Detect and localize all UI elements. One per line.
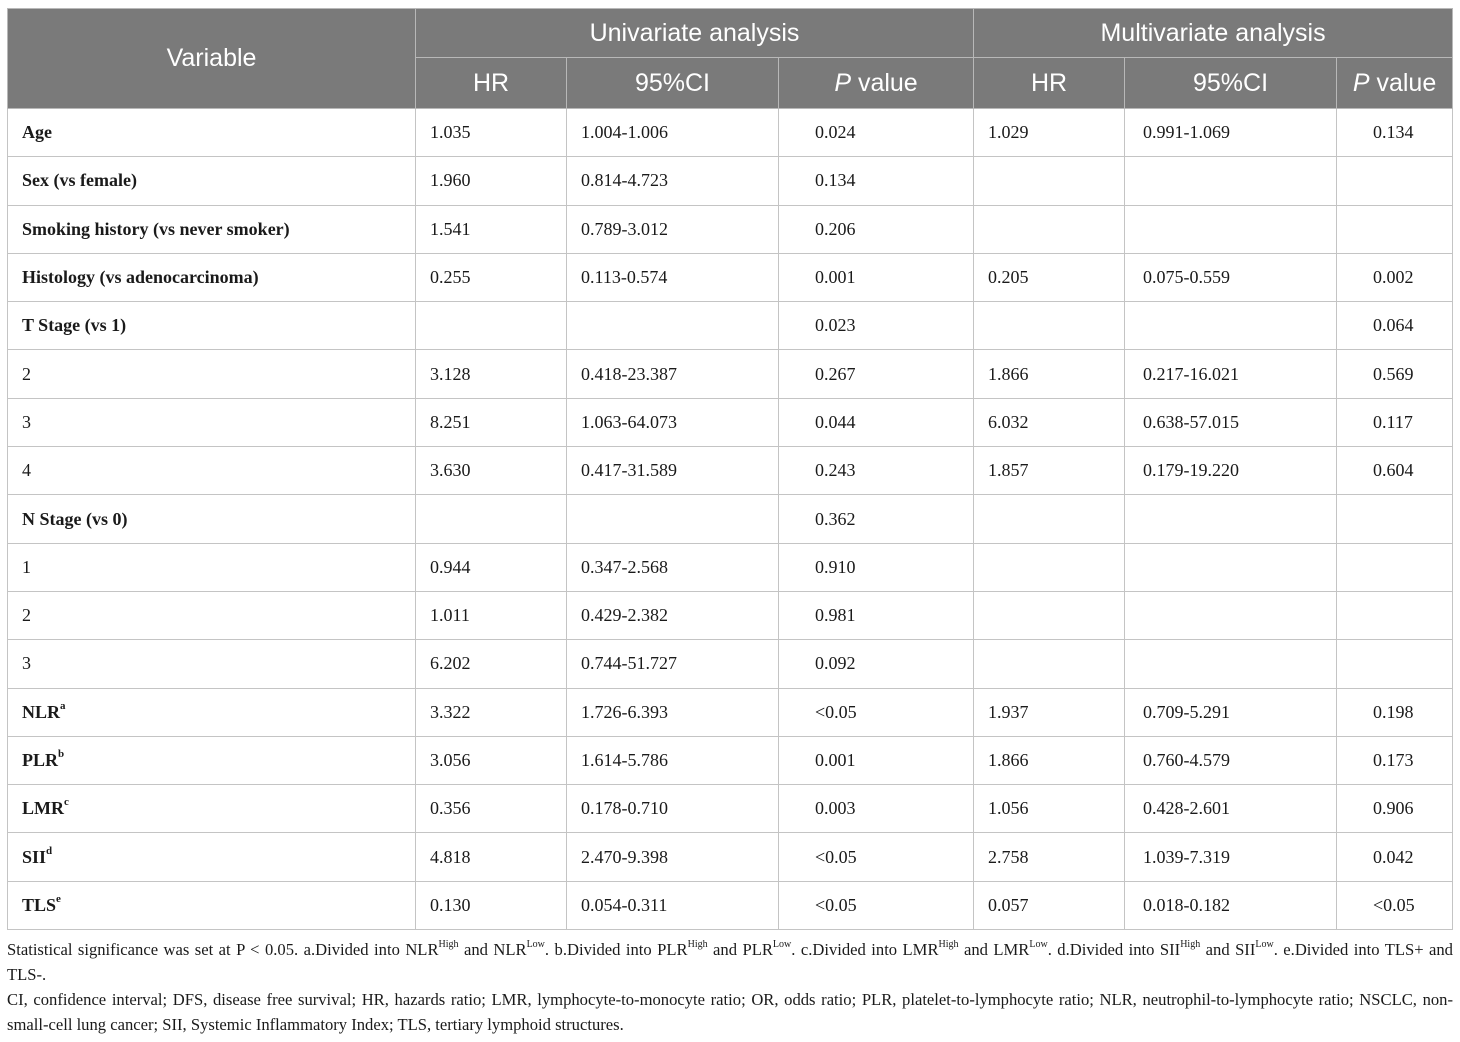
cell-multivariate-hr: 1.029 <box>974 109 1125 157</box>
variable-label: 3 <box>22 653 31 674</box>
cell-univariate-p: 0.023 <box>779 302 974 350</box>
p-italic: P <box>834 68 851 97</box>
cell-univariate-ci: 1.063-64.073 <box>567 398 779 446</box>
table-body <box>8 109 1453 930</box>
cell-multivariate-ci <box>1125 157 1337 205</box>
cell-univariate-hr: 8.251 <box>416 398 567 446</box>
cell-univariate-p: 0.134 <box>779 157 974 205</box>
variable-label: TLS <box>22 894 57 915</box>
cell-univariate-ci: 0.113-0.574 <box>567 253 779 301</box>
table-row <box>8 591 1453 639</box>
footnote-text: . d.Divided into SII <box>1047 940 1181 959</box>
footnote-sup: Low <box>1029 939 1048 951</box>
row-variable <box>8 688 416 736</box>
table-row <box>8 495 1453 543</box>
footnote-text: Statistical significance was set at P < 0.05. a.Divided into NLR <box>7 940 439 959</box>
cell-univariate-hr: 6.202 <box>416 640 567 688</box>
row-variable <box>8 785 416 833</box>
footnote-text: and SII <box>1200 940 1256 959</box>
variable-label: Histology (vs adenocarcinoma) <box>22 267 259 288</box>
table-row <box>8 833 1453 881</box>
cox-regression-table <box>7 8 1453 930</box>
cell-univariate-p: 0.206 <box>779 205 974 253</box>
footnote-sup: Low <box>772 939 792 951</box>
table-row <box>8 543 1453 591</box>
cell-univariate-ci: 1.004-1.006 <box>567 109 779 157</box>
cell-multivariate-ci <box>1125 302 1337 350</box>
cell-multivariate-hr: 0.205 <box>974 253 1125 301</box>
cell-univariate-ci: 0.054-0.311 <box>567 881 779 929</box>
table-row <box>8 688 1453 736</box>
row-variable <box>8 833 416 881</box>
header-multivariate-ci: 95%CI <box>1125 58 1337 109</box>
cell-univariate-ci: 0.789-3.012 <box>567 205 779 253</box>
cell-univariate-p: 0.024 <box>779 109 974 157</box>
cell-univariate-hr: 3.128 <box>416 350 567 398</box>
row-variable <box>8 157 416 205</box>
footnote-text: and LMR <box>958 940 1030 959</box>
row-variable <box>8 302 416 350</box>
variable-label: Smoking history (vs never smoker) <box>22 218 290 239</box>
cell-univariate-hr: 0.356 <box>416 785 567 833</box>
cell-univariate-p: 0.981 <box>779 591 974 639</box>
row-variable <box>8 205 416 253</box>
variable-footnote-marker: b <box>58 748 65 760</box>
variable-label: Sex (vs female) <box>22 170 137 191</box>
cell-univariate-ci: 0.417-31.589 <box>567 447 779 495</box>
cell-multivariate-ci: 1.039-7.319 <box>1125 833 1337 881</box>
header-multivariate-hr: HR <box>974 58 1125 109</box>
cell-multivariate-ci <box>1125 591 1337 639</box>
variable-label: 2 <box>22 363 31 384</box>
table-row <box>8 205 1453 253</box>
cell-univariate-hr: 1.541 <box>416 205 567 253</box>
cell-multivariate-hr: 1.866 <box>974 736 1125 784</box>
cell-univariate-ci: 0.814-4.723 <box>567 157 779 205</box>
cell-univariate-hr: 1.011 <box>416 591 567 639</box>
cell-multivariate-hr: 1.056 <box>974 785 1125 833</box>
cell-multivariate-ci <box>1125 205 1337 253</box>
cell-multivariate-hr <box>974 302 1125 350</box>
cell-multivariate-ci <box>1125 640 1337 688</box>
row-variable <box>8 881 416 929</box>
cell-univariate-p: <0.05 <box>779 881 974 929</box>
header-multivariate: Multivariate analysis <box>974 9 1453 58</box>
cell-multivariate-p: 0.906 <box>1337 785 1453 833</box>
cell-univariate-hr: 0.944 <box>416 543 567 591</box>
table-row <box>8 736 1453 784</box>
table-header <box>8 9 1453 109</box>
cell-univariate-ci: 0.418-23.387 <box>567 350 779 398</box>
cell-multivariate-p <box>1337 495 1453 543</box>
cell-multivariate-hr <box>974 543 1125 591</box>
footnote-abbreviations: CI, confidence interval; DFS, disease free survival; HR, hazards ratio; LMR, lymphocyte-to-monocyte ratio; OR, odds ratio; PLR, platelet-to-lymphocyte ratio; NLR, neutrophil-to-lymphocyte ratio; NSCLC, non-small-cell lung cancer; SII, Systemic Inflammatory Index; TLS, tertiary lymphoid structures. <box>7 990 1453 1034</box>
header-variable: Variable <box>8 9 416 109</box>
footnote-text: and PLR <box>707 940 773 959</box>
cell-multivariate-hr: 1.937 <box>974 688 1125 736</box>
cell-multivariate-ci: 0.709-5.291 <box>1125 688 1337 736</box>
footnote-sup: Low <box>526 939 545 951</box>
row-variable <box>8 640 416 688</box>
footnote-significance <box>7 937 1453 987</box>
footnote-text: . b.Divided into PLR <box>544 940 688 959</box>
variable-label: T Stage (vs 1) <box>22 315 127 336</box>
results-table-container <box>7 8 1452 930</box>
cell-univariate-p: 0.362 <box>779 495 974 543</box>
variable-footnote-marker: d <box>46 844 53 857</box>
variable-label: N Stage (vs 0) <box>22 508 128 529</box>
footnote-sup: High <box>938 939 959 951</box>
table-row <box>8 398 1453 446</box>
cell-multivariate-hr: 6.032 <box>974 398 1125 446</box>
cell-univariate-hr: 1.035 <box>416 109 567 157</box>
cell-multivariate-hr <box>974 591 1125 639</box>
cell-univariate-hr: 3.056 <box>416 736 567 784</box>
p-rest: value <box>851 68 918 97</box>
cell-univariate-ci: 0.178-0.710 <box>567 785 779 833</box>
cell-univariate-ci <box>567 495 779 543</box>
table-row <box>8 157 1453 205</box>
cell-univariate-hr: 0.130 <box>416 881 567 929</box>
cell-univariate-hr: 3.322 <box>416 688 567 736</box>
cell-univariate-ci <box>567 302 779 350</box>
cell-univariate-p: <0.05 <box>779 688 974 736</box>
row-variable <box>8 253 416 301</box>
cell-multivariate-ci: 0.428-2.601 <box>1125 785 1337 833</box>
cell-univariate-p: 0.243 <box>779 447 974 495</box>
variable-label: 2 <box>22 605 31 626</box>
table-row <box>8 640 1453 688</box>
variable-label: LMR <box>22 798 64 819</box>
cell-multivariate-p <box>1337 205 1453 253</box>
cell-univariate-ci: 2.470-9.398 <box>567 833 779 881</box>
footnote-sup: Low <box>1255 939 1274 951</box>
cell-multivariate-p: 0.198 <box>1337 688 1453 736</box>
table-row <box>8 302 1453 350</box>
cell-univariate-hr: 4.818 <box>416 833 567 881</box>
footnote-text: . c.Divided into LMR <box>791 940 939 959</box>
cell-multivariate-ci: 0.217-16.021 <box>1125 350 1337 398</box>
cell-multivariate-ci <box>1125 495 1337 543</box>
cell-multivariate-hr <box>974 157 1125 205</box>
variable-label: 4 <box>22 460 31 481</box>
footnote-sup: High <box>1180 939 1201 951</box>
footnote-text: . e.Divided into TLS+ and TLS-. <box>7 940 1453 984</box>
cell-multivariate-p: 0.134 <box>1337 109 1453 157</box>
cell-univariate-ci: 0.744-51.727 <box>567 640 779 688</box>
cell-multivariate-hr <box>974 205 1125 253</box>
header-univariate: Univariate analysis <box>416 9 974 58</box>
cell-multivariate-hr: 0.057 <box>974 881 1125 929</box>
header-multivariate-p <box>1337 58 1453 109</box>
cell-multivariate-p: 0.117 <box>1337 398 1453 446</box>
cell-multivariate-p <box>1337 640 1453 688</box>
variable-label: Age <box>22 122 52 143</box>
cell-multivariate-ci <box>1125 543 1337 591</box>
cell-univariate-p: 0.003 <box>779 785 974 833</box>
cell-multivariate-p: 0.569 <box>1337 350 1453 398</box>
variable-label: PLR <box>22 750 58 770</box>
cell-univariate-p: 0.267 <box>779 350 974 398</box>
variable-label: 1 <box>22 556 31 577</box>
cell-univariate-p: 0.044 <box>779 398 974 446</box>
cell-univariate-ci: 0.429-2.382 <box>567 591 779 639</box>
table-row <box>8 253 1453 301</box>
cell-multivariate-p: 0.002 <box>1337 253 1453 301</box>
cell-univariate-p: 0.001 <box>779 736 974 784</box>
cell-multivariate-p: 0.173 <box>1337 736 1453 784</box>
row-variable <box>8 736 416 784</box>
header-univariate-p <box>779 58 974 109</box>
p-rest: value <box>1369 68 1437 97</box>
row-variable <box>8 398 416 446</box>
cell-multivariate-hr: 1.866 <box>974 350 1125 398</box>
cell-multivariate-ci: 0.760-4.579 <box>1125 736 1337 784</box>
cell-multivariate-ci: 0.179-19.220 <box>1125 447 1337 495</box>
cell-univariate-hr <box>416 302 567 350</box>
cell-multivariate-ci: 0.018-0.182 <box>1125 881 1337 929</box>
p-italic: P <box>1352 68 1370 97</box>
cell-multivariate-ci: 0.075-0.559 <box>1125 253 1337 301</box>
table-row <box>8 447 1453 495</box>
cell-univariate-ci: 1.614-5.786 <box>567 736 779 784</box>
row-variable <box>8 543 416 591</box>
variable-label: 3 <box>22 411 31 432</box>
row-variable <box>8 109 416 157</box>
cell-multivariate-p <box>1337 543 1453 591</box>
cell-univariate-p: <0.05 <box>779 833 974 881</box>
cell-multivariate-ci: 0.638-57.015 <box>1125 398 1337 446</box>
cell-univariate-ci: 0.347-2.568 <box>567 543 779 591</box>
variable-footnote-marker: e <box>56 892 61 905</box>
table-row <box>8 350 1453 398</box>
cell-multivariate-p <box>1337 157 1453 205</box>
cell-multivariate-hr: 1.857 <box>974 447 1125 495</box>
cell-univariate-ci: 1.726-6.393 <box>567 688 779 736</box>
row-variable <box>8 495 416 543</box>
footnote-sup: High <box>687 939 708 951</box>
cell-multivariate-p <box>1337 591 1453 639</box>
table-row <box>8 109 1453 157</box>
cell-univariate-p: 0.910 <box>779 543 974 591</box>
cell-univariate-p: 0.092 <box>779 640 974 688</box>
variable-footnote-marker: a <box>60 699 66 712</box>
variable-label: SII <box>22 846 47 867</box>
variable-label: NLR <box>22 701 61 722</box>
variable-footnote-marker: c <box>64 796 69 809</box>
cell-multivariate-hr: 2.758 <box>974 833 1125 881</box>
cell-univariate-hr <box>416 495 567 543</box>
table-row <box>8 881 1453 929</box>
row-variable <box>8 447 416 495</box>
row-variable <box>8 350 416 398</box>
cell-univariate-hr: 0.255 <box>416 253 567 301</box>
row-variable <box>8 591 416 639</box>
header-univariate-hr: HR <box>416 58 567 109</box>
header-univariate-ci: 95%CI <box>567 58 779 109</box>
cell-multivariate-p: 0.042 <box>1337 833 1453 881</box>
table-row <box>8 785 1453 833</box>
footnote-sup: High <box>438 939 459 951</box>
cell-univariate-hr: 3.630 <box>416 447 567 495</box>
cell-multivariate-ci: 0.991-1.069 <box>1125 109 1337 157</box>
cell-univariate-p: 0.001 <box>779 253 974 301</box>
cell-univariate-hr: 1.960 <box>416 157 567 205</box>
cell-multivariate-hr <box>974 495 1125 543</box>
cell-multivariate-p: 0.064 <box>1337 302 1453 350</box>
cell-multivariate-p: 0.604 <box>1337 447 1453 495</box>
cell-multivariate-hr <box>974 640 1125 688</box>
cell-multivariate-p: <0.05 <box>1337 881 1453 929</box>
table-footnotes <box>7 937 1453 1037</box>
footnote-text: and NLR <box>458 940 527 959</box>
